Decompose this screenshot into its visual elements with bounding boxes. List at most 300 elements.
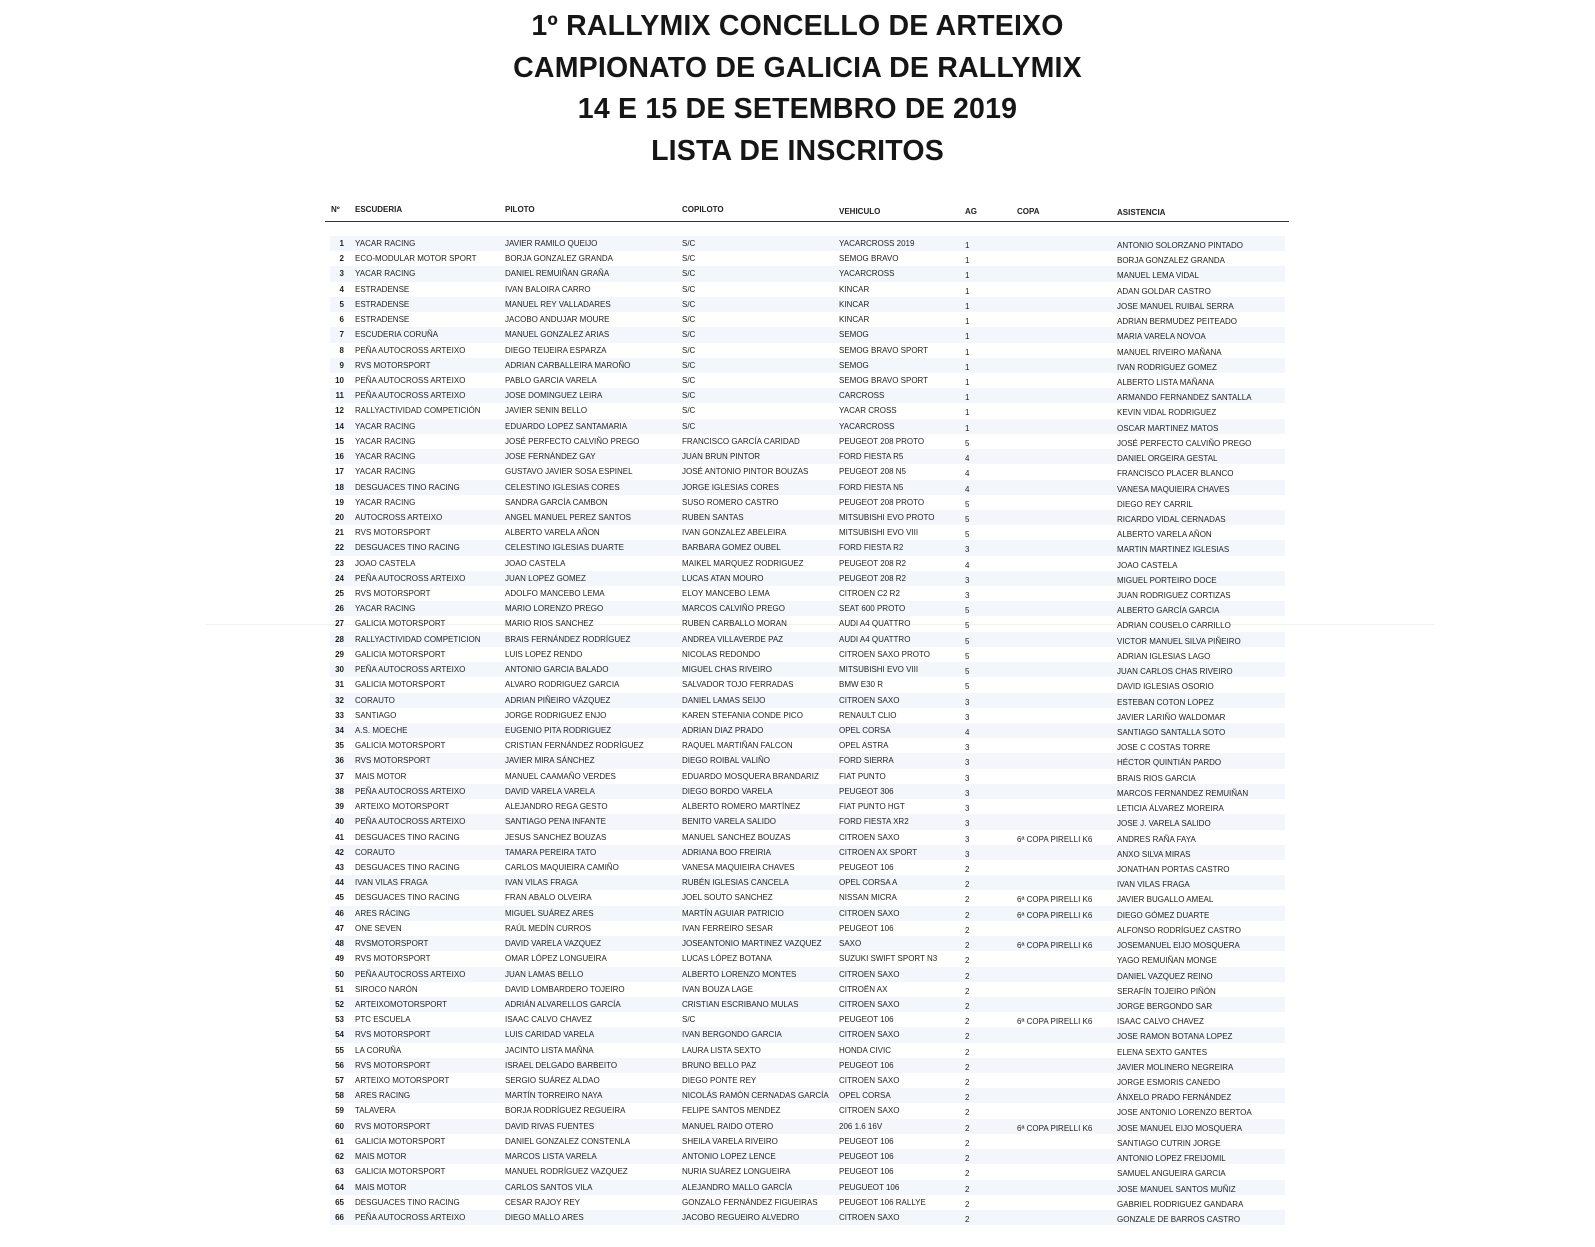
entry-number: 9 <box>339 360 344 370</box>
entry-asistencia: OSCAR MARTINEZ MATOS <box>1117 423 1219 433</box>
entry-escuderia: PEÑA AUTOCROSS ARTEIXO <box>355 786 466 796</box>
entry-copa: 6ª COPA PIRELLI K6 <box>1017 1123 1093 1133</box>
entry-piloto: CESAR RAJOY REY <box>505 1197 580 1207</box>
entry-escuderia: YACAR RACING <box>355 604 416 614</box>
entry-vehiculo: 206 1.6 16V <box>839 1121 883 1131</box>
entry-vehiculo: CITROEN SAXO <box>839 1030 900 1040</box>
entry-copiloto: MAIKEL MARQUEZ RODRIGUEZ <box>682 558 804 568</box>
entry-piloto: ADRIÁN ALVARELLOS GARCÍA <box>505 999 621 1009</box>
entry-escuderia: ESCUDERIA CORUÑA <box>355 330 439 340</box>
entry-piloto: IVAN BALOIRA CARRO <box>505 284 591 294</box>
entry-copiloto: JORGE IGLESIAS CORES <box>682 482 779 492</box>
entry-piloto: MARIO LORENZO PREGO <box>505 604 604 614</box>
entry-piloto: MANUEL CAAMAÑO VERDES <box>505 771 616 781</box>
entry-ag: 5 <box>965 530 970 540</box>
entry-piloto: MIGUEL SUÁREZ ARES <box>505 908 594 918</box>
entry-vehiculo: PEUGEOT 106 <box>839 1015 894 1025</box>
entry-escuderia: ESTRADENSE <box>355 315 410 325</box>
table-row <box>0 251 1595 266</box>
entry-asistencia: MARTIN MARTINEZ IGLESIAS <box>1117 545 1230 555</box>
entry-piloto: FRAN ABALO OLVEIRA <box>505 893 592 903</box>
entry-asistencia: JOSE RAMON BOTANA LOPEZ <box>1117 1032 1233 1042</box>
entry-number: 35 <box>335 741 344 751</box>
entry-asistencia: ALBERTO LISTA MAÑANA <box>1117 377 1214 387</box>
entry-ag: 2 <box>965 880 970 890</box>
entry-asistencia: LETICIA ÁLVAREZ MOREIRA <box>1117 804 1224 814</box>
entry-ag: 1 <box>965 256 970 266</box>
table-row <box>0 738 1595 753</box>
entry-piloto: SANTIAGO PENA INFANTE <box>505 817 606 827</box>
entry-asistencia: VICTOR MANUEL SILVA PIÑEIRO <box>1117 636 1241 646</box>
entry-piloto: JAVIER SENIN BELLO <box>505 406 588 416</box>
entry-asistencia: DANIEL ORGEIRA GESTAL <box>1117 454 1218 464</box>
entry-number: 64 <box>335 1182 344 1192</box>
entry-piloto: LUIS LOPEZ RENDO <box>505 649 583 659</box>
entry-piloto: ISRAEL DELGADO BARBEITO <box>505 1060 618 1070</box>
entry-number: 49 <box>335 954 344 964</box>
table-row <box>0 388 1595 403</box>
entry-copiloto: BRUNO BELLO PAZ <box>682 1060 757 1070</box>
table-row <box>0 1164 1595 1179</box>
entry-escuderia: RALLYACTIVIDAD COMPETICIÓN <box>355 406 481 416</box>
entry-asistencia: FRANCISCO PLACER BLANCO <box>1117 469 1234 479</box>
entry-vehiculo: KINCAR <box>839 284 870 294</box>
entry-copiloto: IVAN BOUZA LAGE <box>682 984 753 994</box>
entry-asistencia: IVAN VILAS FRAGA <box>1117 880 1190 890</box>
table-row <box>0 967 1595 982</box>
entry-number: 61 <box>335 1136 344 1146</box>
entry-piloto: JOAO CASTELA <box>505 558 566 568</box>
entry-vehiculo: PEUGEOT 106 RALLYE <box>839 1197 926 1207</box>
entry-escuderia: RVS MOTORSPORT <box>355 360 431 370</box>
entry-asistencia: ARMANDO FERNANDEZ SANTALLA <box>1117 393 1252 403</box>
entry-asistencia: IVAN RODRIGUEZ GOMEZ <box>1117 362 1217 372</box>
entry-copiloto: SHEILA VARELA RIVEIRO <box>682 1136 778 1146</box>
table-row <box>0 540 1595 555</box>
entry-copiloto: ALEJANDRO MALLO GARCÍA <box>682 1182 793 1192</box>
entry-copiloto: ANTONIO LOPEZ LENCE <box>682 1152 776 1162</box>
entry-ag: 5 <box>965 621 970 631</box>
entry-ag: 2 <box>965 941 970 951</box>
entry-asistencia: MIGUEL PORTEIRO DOCE <box>1117 575 1217 585</box>
entry-vehiculo: CITROEN SAXO <box>839 969 900 979</box>
championship-title: CAMPIONATO DE GALICIA DE RALLYMIX <box>513 51 1082 84</box>
entry-asistencia: DIEGO GÓMEZ DUARTE <box>1117 910 1210 920</box>
entry-copiloto: SALVADOR TOJO FERRADAS <box>682 680 794 690</box>
entry-piloto: ADRIAN PIÑEIRO VÁZQUEZ <box>505 695 611 705</box>
entry-copiloto: DIEGO PONTE REY <box>682 1076 757 1086</box>
entry-number: 21 <box>335 528 344 538</box>
header-copa: COPA <box>1017 207 1040 216</box>
entry-ag: 1 <box>965 332 970 342</box>
entry-piloto: CELESTINO IGLESIAS DUARTE <box>505 543 624 553</box>
entry-escuderia: YACAR RACING <box>355 239 416 248</box>
entry-number: 53 <box>335 1015 344 1025</box>
entry-escuderia: RALLYACTIVIDAD COMPETICION <box>355 634 481 644</box>
entry-number: 63 <box>335 1167 344 1177</box>
table-row <box>0 1103 1595 1118</box>
entry-number: 46 <box>335 908 344 918</box>
entry-vehiculo: CITROEN AX SPORT <box>839 847 918 857</box>
entry-ag: 5 <box>965 514 970 524</box>
entry-number: 45 <box>335 893 344 903</box>
scan-artifact-line <box>205 624 1435 625</box>
header-ag: AG <box>965 207 977 216</box>
entry-number: 47 <box>335 923 344 933</box>
entry-vehiculo: RENAULT CLIO <box>839 710 897 720</box>
entry-asistencia: BORJA GONZALEZ GRANDA <box>1117 256 1226 266</box>
entry-escuderia: AUTOCROSS ARTEIXO <box>355 512 443 522</box>
table-row <box>0 464 1595 479</box>
entry-escuderia: ONE SEVEN <box>355 923 402 933</box>
entry-ag: 2 <box>965 1123 970 1133</box>
entry-ag: 2 <box>965 895 970 905</box>
entry-asistencia: SERAFÍN TOJEIRO PIÑÓN <box>1117 986 1216 996</box>
entry-copiloto: CRISTIAN ESCRIBANO MULAS <box>682 999 799 1009</box>
entry-asistencia: ADAN GOLDAR CASTRO <box>1117 286 1211 296</box>
entry-asistencia: MARIA VARELA NOVOA <box>1117 332 1206 342</box>
entry-copiloto: JACOBO REGUEIRO ALVEDRO <box>682 1213 800 1222</box>
entry-copiloto: DIEGO ROIBAL VALIÑO <box>682 756 771 766</box>
entry-ag: 2 <box>965 1154 970 1164</box>
entry-copiloto: RAQUEL MARTIÑAN FALCON <box>682 741 793 751</box>
table-row <box>0 632 1595 647</box>
entry-asistencia: DAVID IGLESIAS OSORIO <box>1117 682 1214 692</box>
entry-number: 19 <box>335 497 344 507</box>
entry-ag: 3 <box>965 834 970 844</box>
entry-copiloto: S/C <box>682 345 696 355</box>
entry-vehiculo: PEUGEOT 306 <box>839 786 894 796</box>
entry-piloto: PABLO GARCIA VARELA <box>505 375 597 385</box>
entry-asistencia: HÉCTOR QUINTIÁN PARDO <box>1117 758 1222 768</box>
entry-copiloto: FRANCISCO GARCÍA CARIDAD <box>682 436 800 446</box>
entry-copiloto: MIGUEL CHAS RIVEIRO <box>682 665 772 675</box>
entry-vehiculo: OPEL CORSA <box>839 1091 891 1101</box>
entry-vehiculo: YACARCROSS <box>839 421 895 431</box>
entry-piloto: MARIO RIOS SANCHEZ <box>505 619 594 629</box>
entry-vehiculo: SEMOG BRAVO SPORT <box>839 375 929 385</box>
entry-piloto: TAMARA PEREIRA TATO <box>505 847 597 857</box>
entry-number: 17 <box>335 467 344 477</box>
entry-vehiculo: SEMOG BRAVO SPORT <box>839 345 929 355</box>
entry-escuderia: GALICIA MOTORSPORT <box>355 680 446 690</box>
entry-piloto: ANTONIO GARCIA BALADO <box>505 665 609 675</box>
table-row <box>0 1180 1595 1195</box>
entry-vehiculo: OPEL ASTRA <box>839 741 889 751</box>
entry-piloto: CRISTIAN FERNÁNDEZ RODRÍGUEZ <box>505 741 644 751</box>
entry-vehiculo: KINCAR <box>839 315 870 325</box>
entry-copiloto: NICOLAS REDONDO <box>682 649 761 659</box>
entry-ag: 4 <box>965 454 970 464</box>
header-asistencia: ASISTENCIA <box>1117 208 1166 217</box>
entry-piloto: SERGIO SUÁREZ ALDAO <box>505 1076 600 1086</box>
entry-asistencia: JORGE BERGONDO SAR <box>1117 1001 1213 1011</box>
entry-copiloto: S/C <box>682 1015 696 1025</box>
entry-asistencia: ALBERTO GARCÍA GARCIA <box>1117 606 1220 616</box>
entry-ag: 3 <box>965 758 970 768</box>
entry-escuderia: PEÑA AUTOCROSS ARTEIXO <box>355 345 466 355</box>
entry-number: 48 <box>335 939 344 949</box>
entry-escuderia: RVS MOTORSPORT <box>355 589 431 599</box>
entry-copiloto: KAREN STEFANIA CONDE PICO <box>682 710 803 720</box>
entry-asistencia: JAVIER MOLINERO NEGREIRA <box>1117 1062 1234 1072</box>
table-row <box>0 236 1595 251</box>
entry-vehiculo: AUDI A4 QUATTRO <box>839 634 911 644</box>
entry-piloto: EUGENIO PITA RODRIGUEZ <box>505 726 612 735</box>
entry-escuderia: YACAR RACING <box>355 467 416 477</box>
entry-vehiculo: PEUGEOT 106 <box>839 1060 894 1070</box>
entry-number: 40 <box>335 817 344 827</box>
entry-vehiculo: FORD FIESTA N5 <box>839 482 904 492</box>
entry-piloto: DAVID VARELA VAZQUEZ <box>505 939 602 949</box>
entry-asistencia: GONZALE DE BARROS CASTRO <box>1117 1215 1241 1224</box>
table-row <box>0 830 1595 845</box>
entry-escuderia: RVSMOTORSPORT <box>355 939 429 949</box>
entry-vehiculo: CITROEN SAXO <box>839 832 900 842</box>
entry-ag: 3 <box>965 804 970 814</box>
entry-asistencia: JAVIER LARIÑO WALDOMAR <box>1117 712 1226 722</box>
entry-vehiculo: OPEL CORSA <box>839 726 891 735</box>
entry-copiloto: RUBÉN IGLESIAS CANCELA <box>682 878 789 888</box>
entry-asistencia: JOSE C COSTAS TORRE <box>1117 743 1211 753</box>
entry-escuderia: ARES RACING <box>355 1091 411 1101</box>
table-row <box>0 784 1595 799</box>
entry-asistencia: JUAN RODRIGUEZ CORTIZAS <box>1117 591 1231 601</box>
entry-asistencia: MANUEL LEMA VIDAL <box>1117 271 1199 281</box>
entry-piloto: ALEJANDRO REGA GESTO <box>505 802 608 812</box>
entry-ag: 5 <box>965 667 970 677</box>
entry-ag: 2 <box>965 1062 970 1072</box>
entry-number: 26 <box>335 604 344 614</box>
table-row <box>0 1058 1595 1073</box>
entry-piloto: MARTÍN TORREIRO NAYA <box>505 1091 603 1101</box>
entry-piloto: JAVIER RAMILO QUEIJO <box>505 239 598 248</box>
entry-asistencia: MARCOS FERNANDEZ REMUIÑAN <box>1117 788 1249 798</box>
entry-copiloto: ELOY MANCEBO LEMA <box>682 589 770 599</box>
entry-ag: 2 <box>965 1199 970 1209</box>
list-title: LISTA DE INSCRITOS <box>651 134 944 167</box>
entry-ag: 1 <box>965 423 970 433</box>
entry-escuderia: PEÑA AUTOCROSS ARTEIXO <box>355 665 466 675</box>
entry-vehiculo: PEUGEOT 208 R2 <box>839 573 906 583</box>
entry-piloto: ALVARO RODRIGUEZ GARCIA <box>505 680 620 690</box>
entry-copiloto: JOEL SOUTO SANCHEZ <box>682 893 773 903</box>
header-divider <box>325 221 1289 222</box>
entry-escuderia: MAIS MOTOR <box>355 1152 407 1162</box>
table-row <box>0 297 1595 312</box>
entry-ag: 3 <box>965 788 970 798</box>
entry-escuderia: YACAR RACING <box>355 421 416 431</box>
entry-piloto: CARLOS SANTOS VILA <box>505 1182 593 1192</box>
entry-escuderia: DESGUACES TINO RACING <box>355 1197 460 1207</box>
entry-piloto: RAÚL MEDÍN CURROS <box>505 923 591 933</box>
entry-vehiculo: CITROEN SAXO <box>839 695 900 705</box>
entry-piloto: JAVIER MIRA SÁNCHEZ <box>505 756 595 766</box>
entry-asistencia: SAMUEL ANGUEIRA GARCIA <box>1117 1169 1226 1179</box>
entry-ag: 2 <box>965 1138 970 1148</box>
entry-copiloto: MANUEL SANCHEZ BOUZAS <box>682 832 791 842</box>
entry-vehiculo: PEUGEOT 208 N5 <box>839 467 906 477</box>
entry-copa: 6ª COPA PIRELLI K6 <box>1017 895 1093 905</box>
entry-vehiculo: MITSUBISHI EVO PROTO <box>839 512 935 522</box>
entry-vehiculo: CITROEN SAXO <box>839 1106 900 1116</box>
entry-asistencia: SANTIAGO CUTRIN JORGE <box>1117 1138 1221 1148</box>
entry-asistencia: DIEGO REY CARRIL <box>1117 499 1193 509</box>
entry-piloto: BORJA RODRÍGUEZ REGUEIRA <box>505 1106 626 1116</box>
entry-piloto: JUAN LOPEZ GOMEZ <box>505 573 586 583</box>
table-row <box>0 571 1595 586</box>
entry-escuderia: DESGUACES TINO RACING <box>355 543 460 553</box>
entry-number: 14 <box>335 421 344 431</box>
entry-copa: 6ª COPA PIRELLI K6 <box>1017 941 1093 951</box>
entry-copiloto: S/C <box>682 239 696 248</box>
entry-ag: 3 <box>965 545 970 555</box>
entry-number: 54 <box>335 1030 344 1040</box>
entry-vehiculo: SUZUKI SWIFT SPORT N3 <box>839 954 938 964</box>
entry-asistencia: ISAAC CALVO CHAVEZ <box>1117 1017 1204 1027</box>
table-row <box>0 860 1595 875</box>
entry-escuderia: GALICIA MOTORSPORT <box>355 649 446 659</box>
table-row <box>0 647 1595 662</box>
table-row <box>0 982 1595 997</box>
entry-ag: 4 <box>965 469 970 479</box>
entry-ag: 2 <box>965 971 970 981</box>
entry-ag: 3 <box>965 697 970 707</box>
table-row <box>0 921 1595 936</box>
entry-vehiculo: PEUGEOT 106 <box>839 862 894 872</box>
entry-number: 59 <box>335 1106 344 1116</box>
entry-ag: 1 <box>965 347 970 357</box>
entry-piloto: GUSTAVO JAVIER SOSA ESPINEL <box>505 467 633 477</box>
table-row <box>0 1012 1595 1027</box>
entry-vehiculo: PEUGEOT 106 <box>839 1136 894 1146</box>
entry-piloto: BRAIS FERNÁNDEZ RODRÍGUEZ <box>505 634 631 644</box>
entry-piloto: DANIEL REMUIÑAN GRAÑA <box>505 269 610 279</box>
entry-copiloto: S/C <box>682 391 696 401</box>
entry-copiloto: JOSEANTONIO MARTINEZ VAZQUEZ <box>682 939 822 949</box>
document-title-block <box>0 6 1595 172</box>
entry-copiloto: ALBERTO LORENZO MONTES <box>682 969 797 979</box>
entry-vehiculo: CITROEN SAXO <box>839 1076 900 1086</box>
entry-escuderia: RVS MOTORSPORT <box>355 1060 431 1070</box>
entry-vehiculo: CITROËN AX <box>839 984 888 994</box>
entry-copa: 6ª COPA PIRELLI K6 <box>1017 834 1093 844</box>
entry-asistencia: JOSEMANUEL EIJO MOSQUERA <box>1117 941 1240 951</box>
entry-copiloto: GONZALO FERNÁNDEZ FIGUEIRAS <box>682 1197 818 1207</box>
entry-escuderia: DESGUACES TINO RACING <box>355 482 460 492</box>
entry-escuderia: PTC ESCUELA <box>355 1015 411 1025</box>
entry-copiloto: ADRIAN DIAZ PRADO <box>682 726 764 735</box>
entry-copiloto: LUCAS ATAN MOURO <box>682 573 764 583</box>
entry-copiloto: LAURA LISTA SEXTO <box>682 1045 761 1055</box>
entry-vehiculo: FORD SIERRA <box>839 756 894 766</box>
entry-number: 42 <box>335 847 344 857</box>
entry-escuderia: SANTIAGO <box>355 710 397 720</box>
table-row <box>0 814 1595 829</box>
entry-asistencia: JONATHAN PORTAS CASTRO <box>1117 864 1230 874</box>
entry-vehiculo: KINCAR <box>839 299 870 309</box>
table-row <box>0 495 1595 510</box>
entry-asistencia: JOAO CASTELA <box>1117 560 1178 570</box>
entry-asistencia: JUAN CARLOS CHAS RIVEIRO <box>1117 667 1233 677</box>
entry-escuderia: ESTRADENSE <box>355 299 410 309</box>
entry-escuderia: A.S. MOECHE <box>355 726 408 735</box>
entry-escuderia: RVS MOTORSPORT <box>355 1121 431 1131</box>
table-row <box>0 449 1595 464</box>
entry-copa: 6ª COPA PIRELLI K6 <box>1017 910 1093 920</box>
header-vehiculo: VEHICULO <box>839 207 881 216</box>
entry-copiloto: S/C <box>682 315 696 325</box>
entry-asistencia: ELENA SEXTO GANTES <box>1117 1047 1208 1057</box>
entry-ag: 1 <box>965 408 970 418</box>
entry-vehiculo: CARCROSS <box>839 391 885 401</box>
entry-vehiculo: HONDA CIVIC <box>839 1045 892 1055</box>
table-row <box>0 708 1595 723</box>
entry-asistencia: BRAIS RIOS GARCIA <box>1117 773 1196 783</box>
entry-ag: 2 <box>965 1078 970 1088</box>
entry-ag: 4 <box>965 484 970 494</box>
entry-piloto: JOSÉ PERFECTO CALVIÑO PREGO <box>505 436 640 446</box>
header-escuderia: ESCUDERIA <box>355 205 403 214</box>
table-row <box>0 906 1595 921</box>
table-row <box>0 753 1595 768</box>
entry-copiloto: NICOLÁS RAMÓN CERNADAS GARCÍA <box>682 1091 829 1101</box>
entry-copiloto: S/C <box>682 375 696 385</box>
entry-number: 62 <box>335 1152 344 1162</box>
table-row <box>0 327 1595 342</box>
entry-escuderia: ARTEIXO MOTORSPORT <box>355 802 450 812</box>
entry-asistencia: ADRIAN BERMUDEZ PEITEADO <box>1117 317 1238 327</box>
table-row <box>0 556 1595 571</box>
entry-ag: 2 <box>965 1017 970 1027</box>
entry-copiloto: VANESA MAQUIEIRA CHAVES <box>682 862 795 872</box>
entry-piloto: ALBERTO VARELA AÑON <box>505 528 600 538</box>
entry-vehiculo: MITSUBISHI EVO VIII <box>839 665 919 675</box>
entry-vehiculo: YACARCROSS 2019 <box>839 239 915 248</box>
entry-escuderia: YACAR RACING <box>355 436 416 446</box>
entry-vehiculo: YACAR CROSS <box>839 406 897 416</box>
entry-number: 20 <box>335 512 344 522</box>
entry-asistencia: ADRIAN IGLESIAS LAGO <box>1117 651 1211 661</box>
table-row <box>0 1027 1595 1042</box>
entry-piloto: JACOBO ANDUJAR MOURE <box>505 315 610 325</box>
entry-asistencia: JOSE ANTONIO LORENZO BERTOA <box>1117 1108 1252 1118</box>
entry-asistencia: YAGO REMUIÑAN MONGE <box>1117 956 1217 966</box>
entry-escuderia: ARES RÁCING <box>355 908 411 918</box>
entry-ag: 4 <box>965 560 970 570</box>
entry-escuderia: ECO-MODULAR MOTOR SPORT <box>355 254 477 264</box>
entry-number: 12 <box>335 406 344 416</box>
entry-number: 23 <box>335 558 344 568</box>
entry-piloto: JORGE RODRIGUEZ ENJO <box>505 710 607 720</box>
entry-number: 28 <box>335 634 344 644</box>
entry-vehiculo: FORD FIESTA XR2 <box>839 817 909 827</box>
entry-copiloto: JOSÉ ANTONIO PINTOR BOUZAS <box>682 467 809 477</box>
entry-number: 11 <box>335 391 344 401</box>
table-row <box>0 343 1595 358</box>
entry-number: 3 <box>339 269 344 279</box>
entry-piloto: ISAAC CALVO CHAVEZ <box>505 1015 592 1025</box>
entry-piloto: ADRIAN CARBALLEIRA MAROÑO <box>505 360 631 370</box>
entry-escuderia: GALICIA MOTORSPORT <box>355 1167 446 1177</box>
entry-asistencia: JOSE J. VARELA SALIDO <box>1117 819 1211 829</box>
entry-copiloto: S/C <box>682 299 696 309</box>
table-row <box>0 1073 1595 1088</box>
entry-asistencia: MANUEL RIVEIRO MAÑANA <box>1117 347 1222 357</box>
entry-vehiculo: SEMOG BRAVO <box>839 254 899 264</box>
entry-copiloto: RUBEN CARBALLO MORAN <box>682 619 787 629</box>
table-row <box>0 266 1595 281</box>
